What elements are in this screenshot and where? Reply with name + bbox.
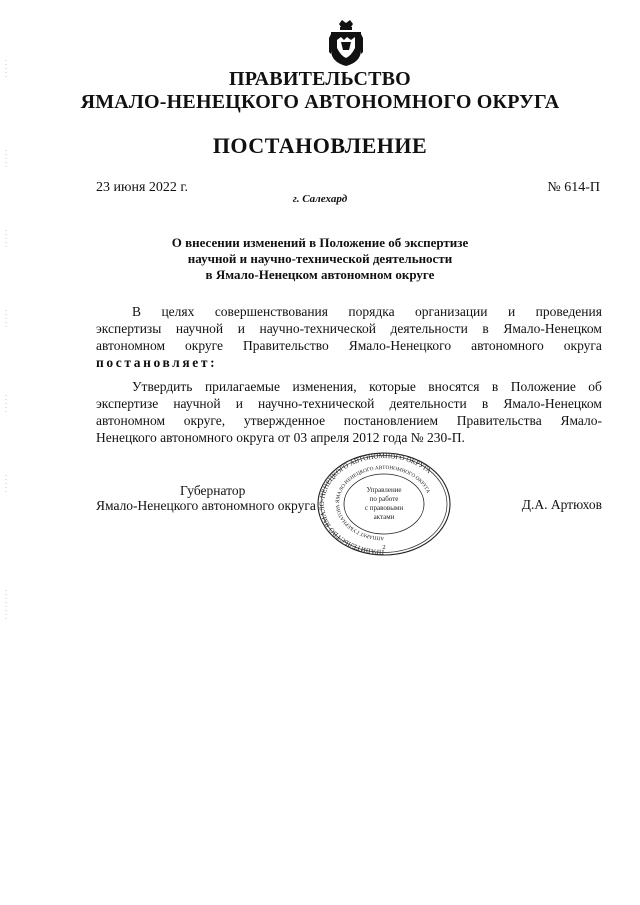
official-stamp	[314, 449, 454, 559]
word: изменения,	[292, 379, 357, 394]
word: экспертизе	[96, 396, 159, 411]
word: Утвердить	[132, 379, 193, 394]
word: и	[235, 396, 243, 411]
coat-of-arms-icon	[327, 18, 365, 68]
word: проведения	[535, 304, 602, 319]
signature-title: Губернатор	[180, 483, 246, 498]
paragraph-line	[96, 412, 602, 429]
word: вносятся	[428, 379, 480, 394]
paragraph-line	[96, 378, 602, 395]
word: об	[588, 379, 602, 394]
paragraph-line	[96, 395, 602, 412]
word: Ямало-Ненецком	[503, 396, 602, 411]
document-city: г. Салехард	[292, 193, 348, 205]
word: порядка	[348, 304, 395, 319]
stamp-center-line: актами	[373, 513, 395, 521]
paragraph-line	[96, 303, 602, 320]
word: научной	[175, 321, 224, 336]
word: Правительство	[242, 338, 329, 353]
word: Ямало-	[560, 413, 602, 428]
word: деятельности	[389, 396, 467, 411]
word: деятельности	[390, 321, 468, 336]
subject-line: в Ямало-Ненецком автономном округе	[205, 267, 435, 282]
word: и	[237, 321, 245, 336]
government-title-line2: ЯМАЛО-НЕНЕЦКОГО АВТОНОМНОГО ОКРУГА	[80, 91, 560, 113]
stamp-center-line: по работе	[369, 495, 399, 503]
subject-line: научной и научно-технической деятельности	[187, 251, 453, 266]
word: организации	[415, 304, 488, 319]
word: научной	[173, 396, 221, 411]
word: округе	[185, 338, 223, 353]
word: В	[132, 304, 142, 319]
svg-text:АППАРАТ ГУБЕРНАТОРА ЯМАЛО-НЕНЕ	[335, 465, 431, 541]
word: утвержденное	[243, 413, 326, 428]
word: научно-технической	[259, 321, 376, 336]
word: в	[491, 379, 499, 394]
word: экспертизы	[96, 321, 162, 336]
word: в	[481, 396, 489, 411]
government-title-line1: ПРАВИТЕЛЬСТВО	[229, 68, 411, 90]
document-subject	[120, 235, 520, 283]
signature-organization: Ямало-Ненецкого автономного округа	[96, 498, 316, 513]
word: и	[507, 304, 516, 319]
word: округе,	[183, 413, 226, 428]
paragraph-last-line: Ненецкого автономного округа от 03 апреля 2012 года № 230-П.	[96, 430, 465, 445]
word: Ямало-Ненецком	[503, 321, 602, 336]
word: совершенствования	[214, 304, 328, 319]
stamp-ring-text: ПРАВИТЕЛЬСТВО ЯМАЛО-НЕНЕЦКОГО АВТОНОМНОГО ОКРУГА	[318, 451, 433, 557]
stamp-inner-ring-text: АППАРАТ ГУБЕРНАТОРА ЯМАЛО-НЕНЕЦКОГО АВТОНОМНОГО ОКРУГА	[334, 464, 431, 542]
stamp-number: 2	[382, 544, 386, 551]
signature-name: Д.А. Артюхов	[521, 497, 602, 512]
stamp-center-line: Управление	[366, 486, 402, 494]
stamp-center-line: с правовыми	[364, 504, 404, 512]
word: автономном	[96, 338, 166, 353]
paragraph-preamble	[96, 303, 602, 371]
word: целях	[161, 304, 195, 319]
word: автономного	[471, 338, 544, 353]
paragraph-line	[96, 337, 602, 354]
word: автономном	[96, 413, 166, 428]
subject-line: О внесении изменений в Положение об экспертизе	[171, 235, 469, 250]
word: Положение	[510, 379, 576, 394]
word: Правительства	[456, 413, 542, 428]
word: прилагаемые	[204, 379, 280, 394]
document-number: № 614-П	[547, 180, 600, 195]
word: постановлением	[343, 413, 439, 428]
paragraph-decision	[96, 378, 602, 446]
paragraph-line	[96, 320, 602, 337]
document-type-title: ПОСТАНОВЛЕНИЕ	[212, 133, 428, 158]
word: которые	[369, 379, 416, 394]
word: в	[482, 321, 489, 336]
resolves-word: постановляет:	[96, 355, 218, 370]
word: округа	[563, 338, 602, 353]
word: научно-технической	[258, 396, 375, 411]
word: Ямало-Ненецкого	[348, 338, 452, 353]
document-date: 23 июня 2022 г.	[96, 180, 189, 195]
